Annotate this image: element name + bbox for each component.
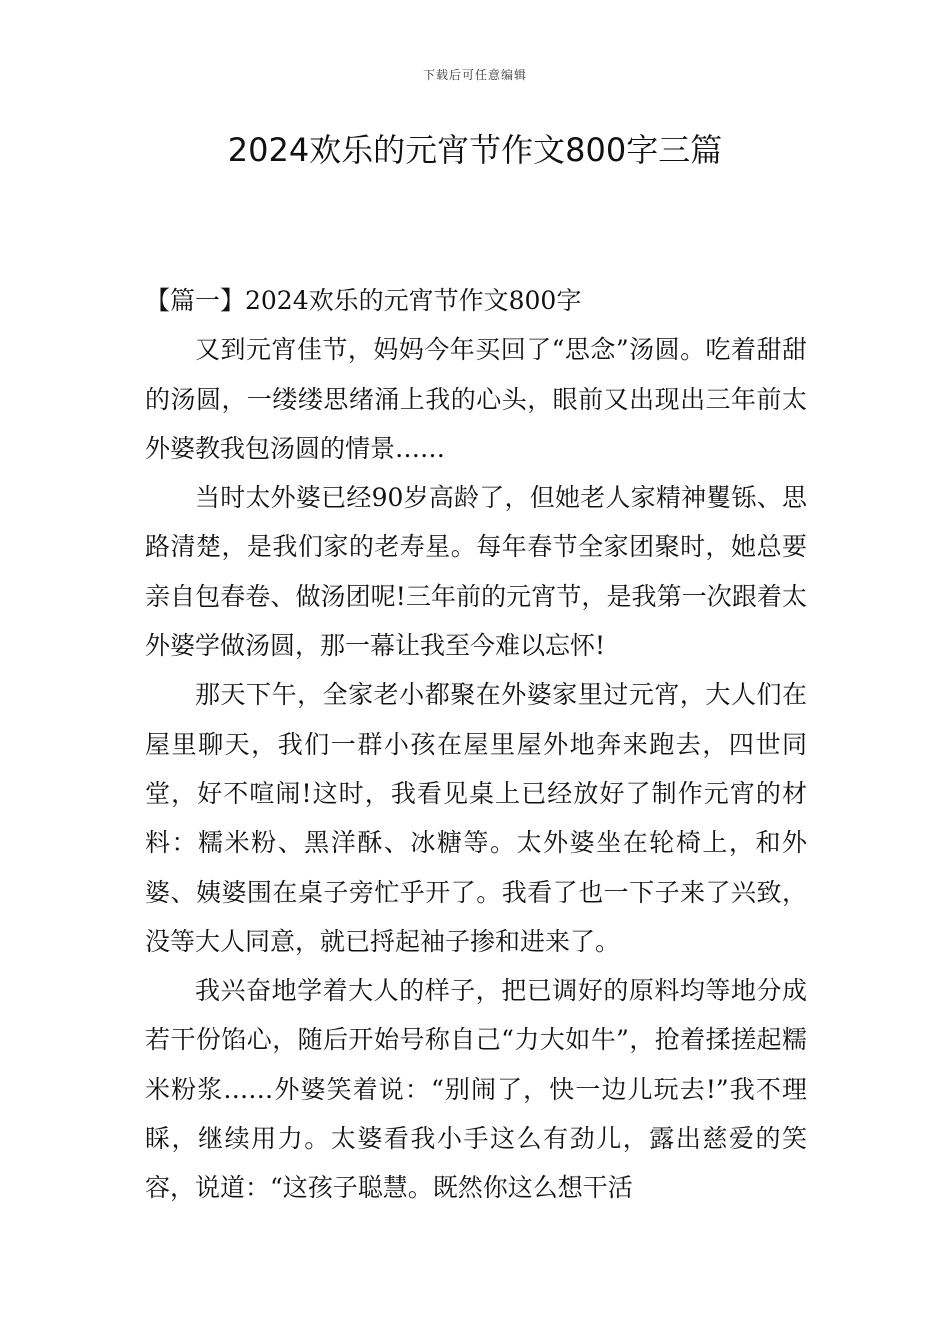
page-header-note: 下载后可任意编辑 (422, 68, 527, 82)
paragraph-4: 我兴奋地学着大人的样子，把已调好的原料均等地分成若干份馅心，随后开始号称自己“力大如牛”，抢着揉搓起糯米粉浆……外婆笑着说：“别闹了，快一边儿玩去!”我不理睬，继续用力。太婆看我小手这么有劲儿，露出慈爱的笑容，说道：“这孩子聪慧。既然你这么想干活 (145, 976, 807, 1203)
paragraph-1: 又到元宵佳节，妈妈今年买回了“思念”汤圆。吃着甜甜的汤圆，一缕缕思绪涌上我的心头，眼前又出现出三年前太外婆教我包汤圆的情景…… (145, 335, 807, 463)
document-body (145, 276, 807, 1213)
paragraph-3: 那天下午，全家老小都聚在外婆家里过元宵，大人们在屋里聊天，我们一群小孩在屋里屋外地奔来跑去，四世同堂，好不喧闹!这时，我看见桌上已经放好了制作元宵的材料：糯米粉、黑洋酥、冰糖等。太外婆坐在轮椅上，和外婆、姨婆围在桌子旁忙乎开了。我看了也一下子来了兴致，没等大人同意，就已捋起袖子掺和进来了。 (145, 680, 807, 956)
paragraph-2: 当时太外婆已经90岁高龄了，但她老人家精神矍铄、思路清楚，是我们家的老寿星。每年春节全家团聚时，她总要亲自包春卷、做汤团呢!三年前的元宵节，是我第一次跟着太外婆学做汤圆，那一幕让我至今难以忘怀! (145, 483, 807, 661)
document-title: 2024欢乐的元宵节作文800字三篇 (227, 131, 723, 169)
section-heading: 【篇一】2024欢乐的元宵节作文800字 (145, 286, 582, 315)
